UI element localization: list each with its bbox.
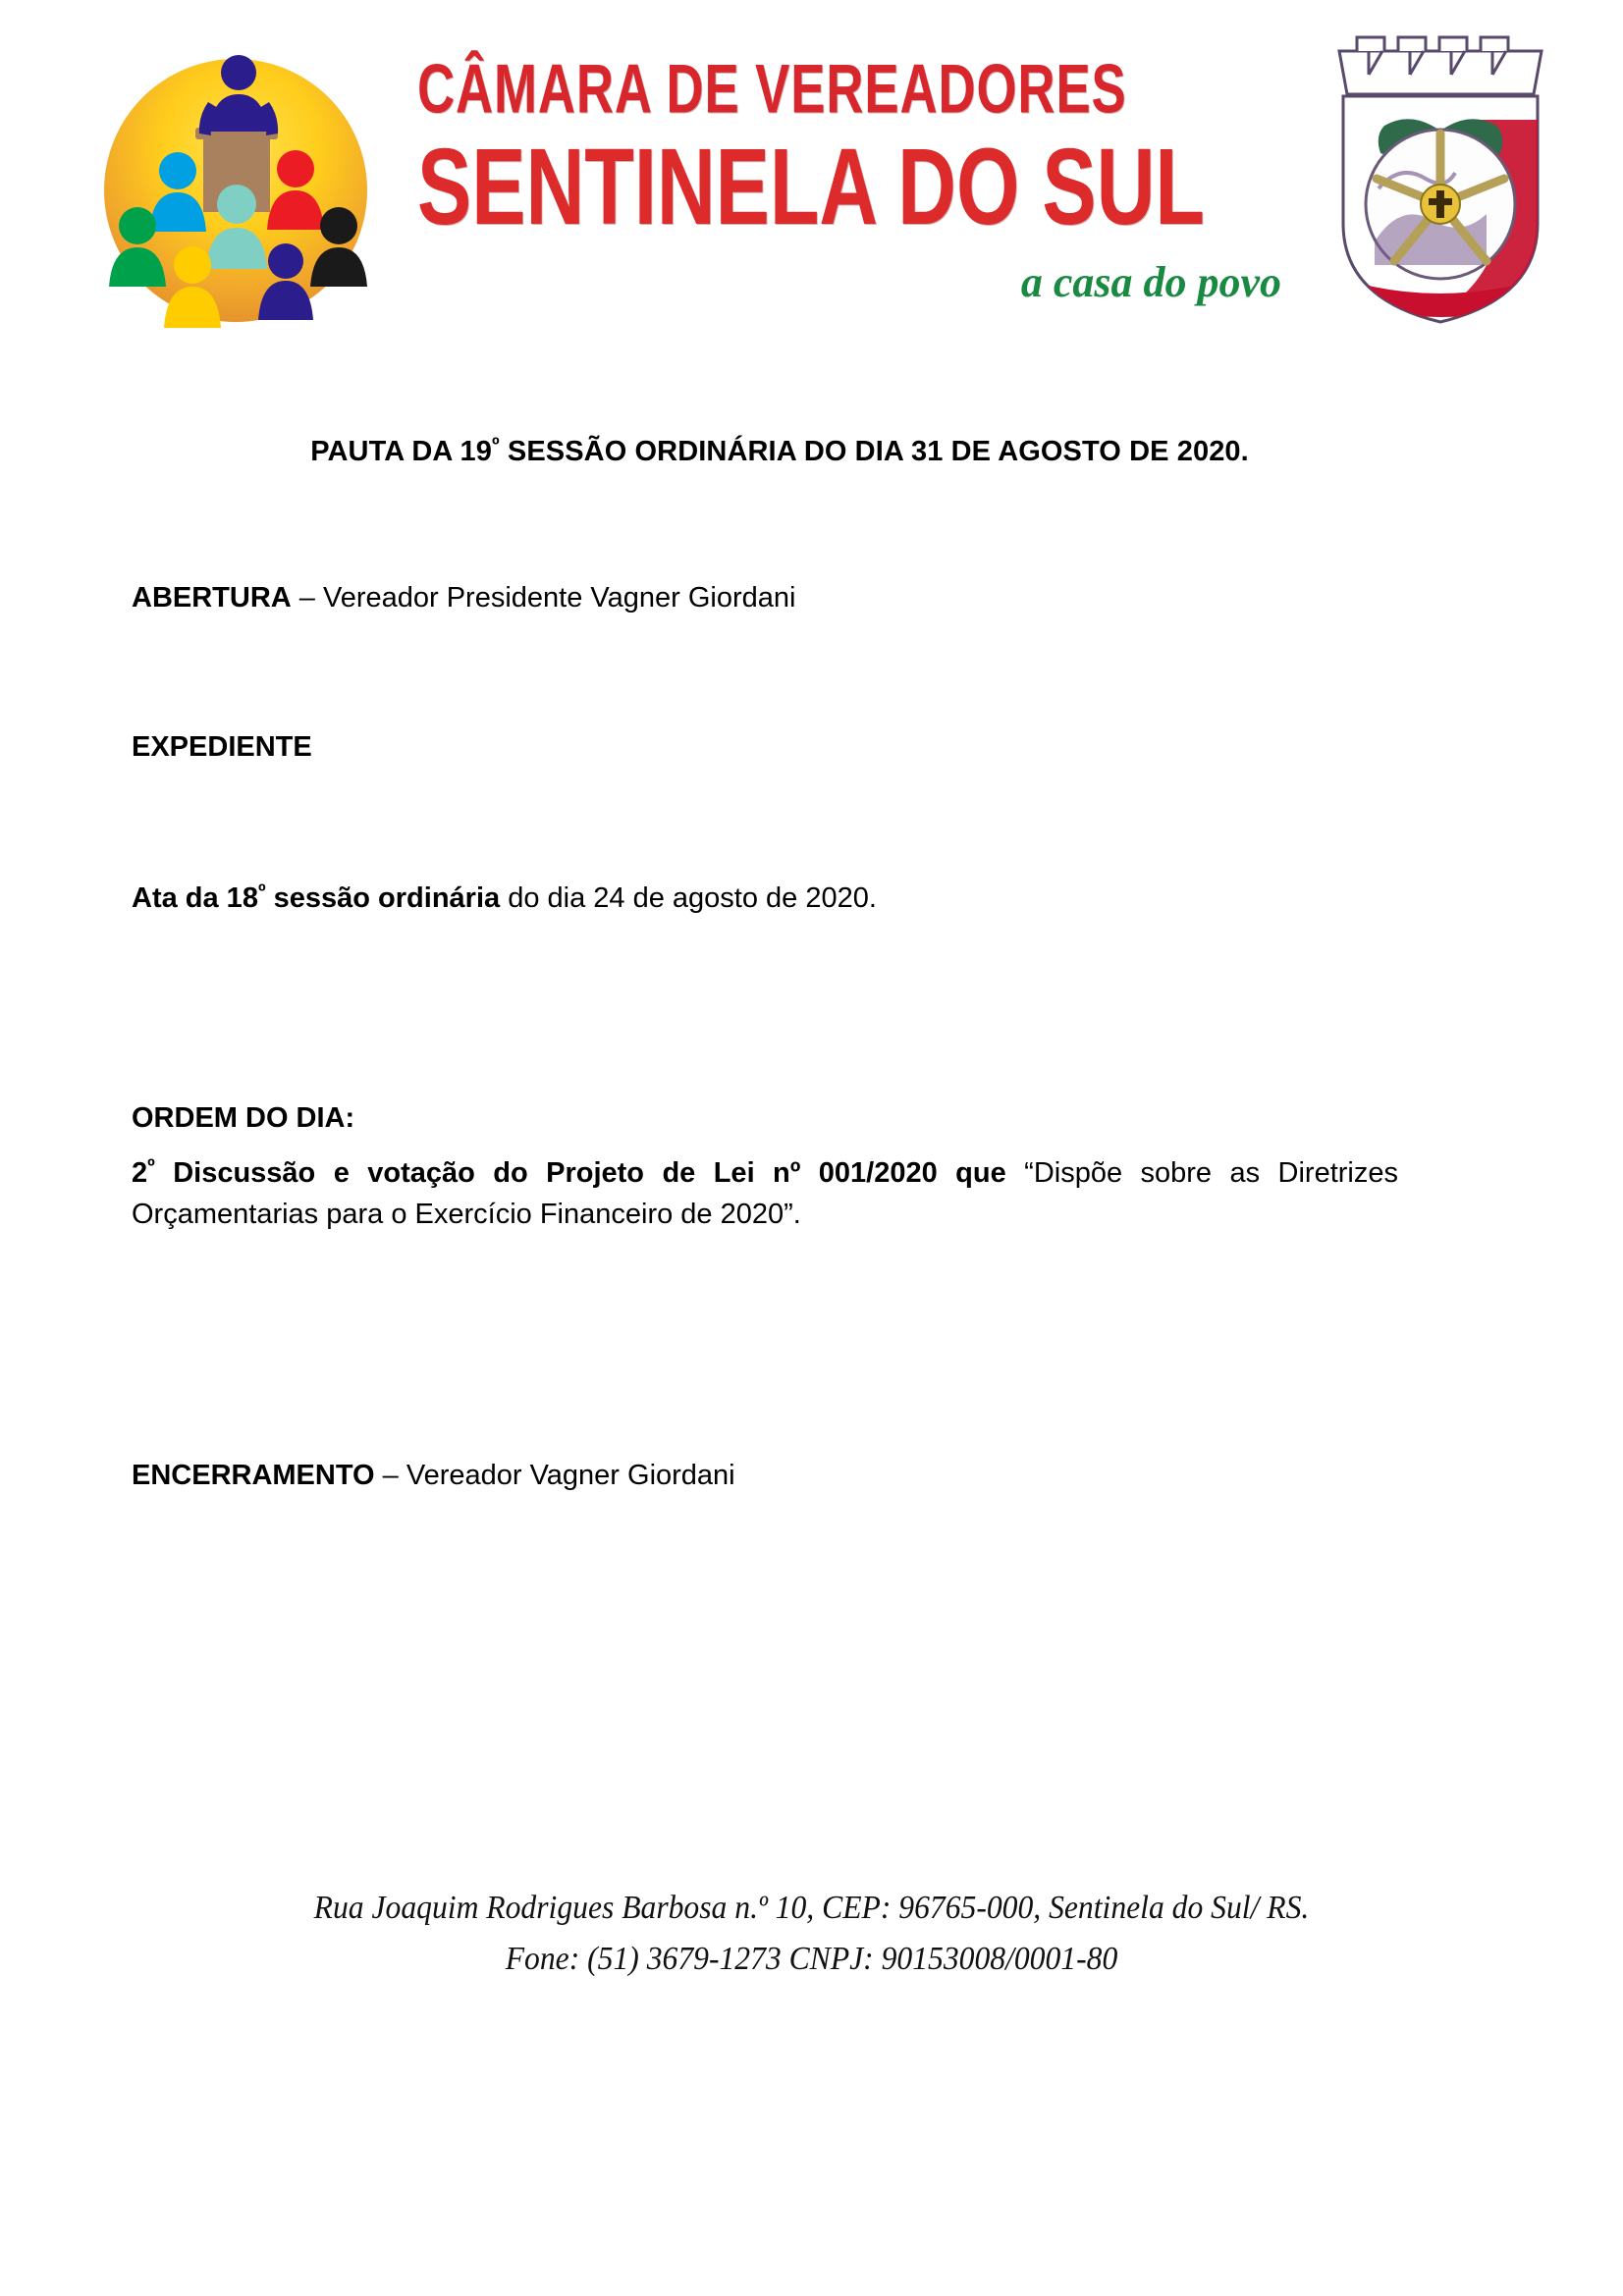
encerramento-line (132, 1455, 1398, 1496)
expediente-label: EXPEDIENTE (132, 731, 312, 763)
encerramento-text: – Vereador Vagner Giordani (374, 1460, 735, 1491)
encerramento-label: ENCERRAMENTO (132, 1460, 375, 1491)
ordem-item-bold-text: Discussão e votação do Projeto de Lei nº 001/2020 que (154, 1157, 1006, 1189)
expediente-heading (132, 726, 1398, 768)
page-title-ordinal: º (492, 434, 500, 457)
ordem-do-dia-item (132, 1152, 1398, 1235)
abertura-label: ABERTURA (132, 582, 292, 614)
ordem-do-dia-heading (132, 1097, 1398, 1139)
footer-contact-line: Fone: (51) 3679-1273 CNPJ: 90153008/0001-80 (505, 1941, 1118, 1977)
ata-ordinal: º (257, 881, 266, 904)
letterhead-wordmark (417, 51, 1291, 326)
wordmark-line-camara-de-vereadores: CÂMARA DE VEREADORES (417, 49, 1127, 128)
ordem-item-quote-text: “Dispõe sobre as Diretrizes Orçamentarias para o Exercício Financeiro de 2020”. (132, 1157, 1398, 1230)
page-title-number: 19 (460, 436, 492, 467)
ordem-item-ordinal: º (147, 1155, 155, 1179)
abertura-text: – Vereador Presidente Vagner Giordani (291, 582, 796, 614)
spacer-before-ordem-do-dia (132, 919, 1398, 1097)
abertura-line (132, 577, 1398, 618)
municipal-coat-of-arms-icon (1327, 31, 1553, 326)
document-footer (0, 1883, 1623, 1985)
page-title (132, 432, 1398, 471)
letterhead (0, 0, 1623, 363)
spacer-before-ata (132, 768, 1398, 878)
spacer-ordem-gap (132, 1139, 1398, 1152)
spacer-before-expediente (132, 618, 1398, 726)
wordmark-tagline: a casa do povo (1020, 258, 1281, 306)
wordmark-line-sentinela-do-sul: SENTINELA DO SUL (417, 127, 1205, 247)
ata-bold-suffix: sessão ordinária (265, 882, 501, 914)
ata-rest: do dia 24 de agosto de 2020. (500, 882, 877, 914)
footer-address-line: Rua Joaquim Rodrigues Barbosa n.º 10, CEP: 96765-000, Sentinela do Sul/ RS. (313, 1890, 1310, 1926)
ata-line (132, 878, 1398, 919)
page-title-suffix: SESSÃO ORDINÁRIA DO DIA 31 DE AGOSTO DE 2020. (499, 436, 1249, 467)
document-body (132, 432, 1398, 1496)
assembly-people-circle-icon (93, 47, 378, 332)
spacer-before-encerramento (132, 1235, 1398, 1455)
ordem-do-dia-label: ORDEM DO DIA: (132, 1102, 355, 1134)
spacer-before-abertura (132, 471, 1398, 577)
ata-bold-prefix: Ata da 18 (132, 882, 258, 914)
page-title-prefix: PAUTA DA (310, 436, 460, 467)
ordem-item-number: 2 (132, 1157, 148, 1189)
